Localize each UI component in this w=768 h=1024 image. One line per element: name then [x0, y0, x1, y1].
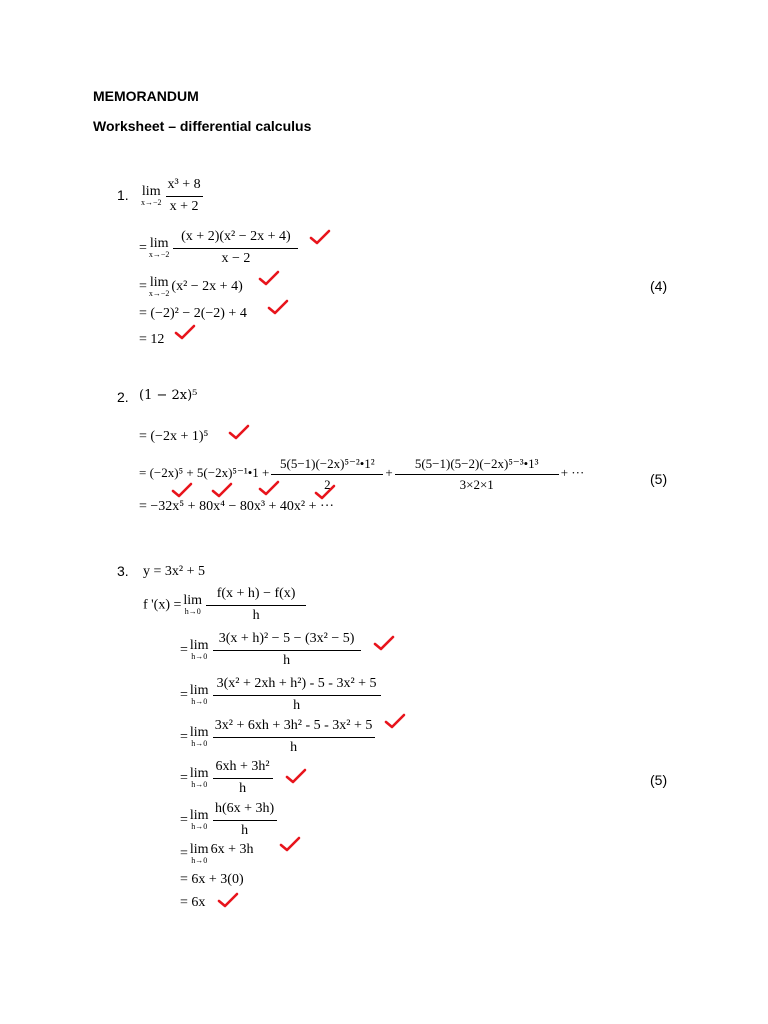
check-icon [258, 480, 280, 496]
q1-expression [139, 177, 205, 216]
check-icon [174, 324, 196, 340]
q1-number: 1. [117, 187, 129, 203]
check-icon [285, 768, 307, 784]
q1-fraction: $\frac{\text{x³ + 8}}{x + 2}$ [167, 177, 201, 214]
q3-step-5: = lim h→0 $\frac{h(6x + 3h)}{h}$ [180, 801, 279, 840]
q2-step-2: = (−2x)⁵ + 5(−2x)⁵⁻¹•1 + $\frac{\text{5(5−1)(−2x)⁵⁻²•1²}}{2}$ + $\frac{\text{5(5−1)(5−2)(−2x)⁵⁻³•1³}}{3\times 2\times 1}$ + ··· [139, 456, 585, 492]
check-icon [228, 424, 250, 440]
q3-expression: y = 3x² + 5 [143, 564, 205, 579]
check-icon [373, 635, 395, 651]
q3-step-4: = lim h→0 $\frac{\text{6xh + 3h²}}{h}$ [180, 759, 275, 798]
check-icon [309, 229, 331, 245]
check-icon [384, 713, 406, 729]
check-icon [258, 270, 280, 286]
q3-step-7: = 6x + 3(0) [180, 872, 244, 887]
limit-operator: lim x→−2 [141, 184, 162, 208]
worksheet-subtitle: Worksheet – differential calculus [93, 118, 312, 134]
q2-step-3: = −32x⁵ + 80x⁴ − 80x³ + 40x² + ··· [139, 499, 335, 514]
q3-number: 3. [117, 563, 129, 579]
check-icon [279, 836, 301, 852]
check-icon [211, 482, 233, 498]
q1-step-1: = lim x→−2 $\frac{\text{(x + 2)(x² − 2x + 4)}}{x - 2}$ [139, 229, 300, 268]
q1-step-2: = lim x→−2 (x² − 2x + 4) [139, 275, 243, 298]
q3-derivative-definition: f '(x) = lim h→0 $\frac{f(x + h) - f(x)}{h}$ [143, 586, 308, 625]
check-icon [314, 484, 336, 500]
q1-marks: (4) [650, 278, 668, 294]
q3-marks: (5) [650, 772, 668, 788]
q3-step-1: = lim h→0 $\frac{\text{3(x + h)² − 5 − (3x² − 5)}}{h}$ [180, 631, 363, 670]
q2-expression: (1 − 2x)⁵ [139, 388, 198, 403]
q1-step-3: = (−2)² − 2(−2) + 4 [139, 306, 247, 321]
check-icon [217, 892, 239, 908]
check-icon [171, 482, 193, 498]
q2-marks: (5) [650, 471, 668, 487]
q3-step-6: = lim h→0 6x + 3h [180, 842, 254, 865]
q3-step-3: = lim h→0 $\frac{\text{3x² + 6xh + 3h² - 5 - 3x² + 5}}{h}$ [180, 718, 377, 757]
q1-step-4: = 12 [139, 332, 165, 347]
memo-title: MEMORANDUM [93, 88, 199, 104]
q3-step-2: = lim h→0 $\frac{\text{3(x² + 2xh + h²) - 5 - 3x² + 5}}{h}$ [180, 676, 383, 715]
q2-number: 2. [117, 389, 129, 405]
q3-step-8: = 6x [180, 895, 206, 910]
q2-step-1: = (−2x + 1)⁵ [139, 429, 209, 444]
check-icon [267, 299, 289, 315]
